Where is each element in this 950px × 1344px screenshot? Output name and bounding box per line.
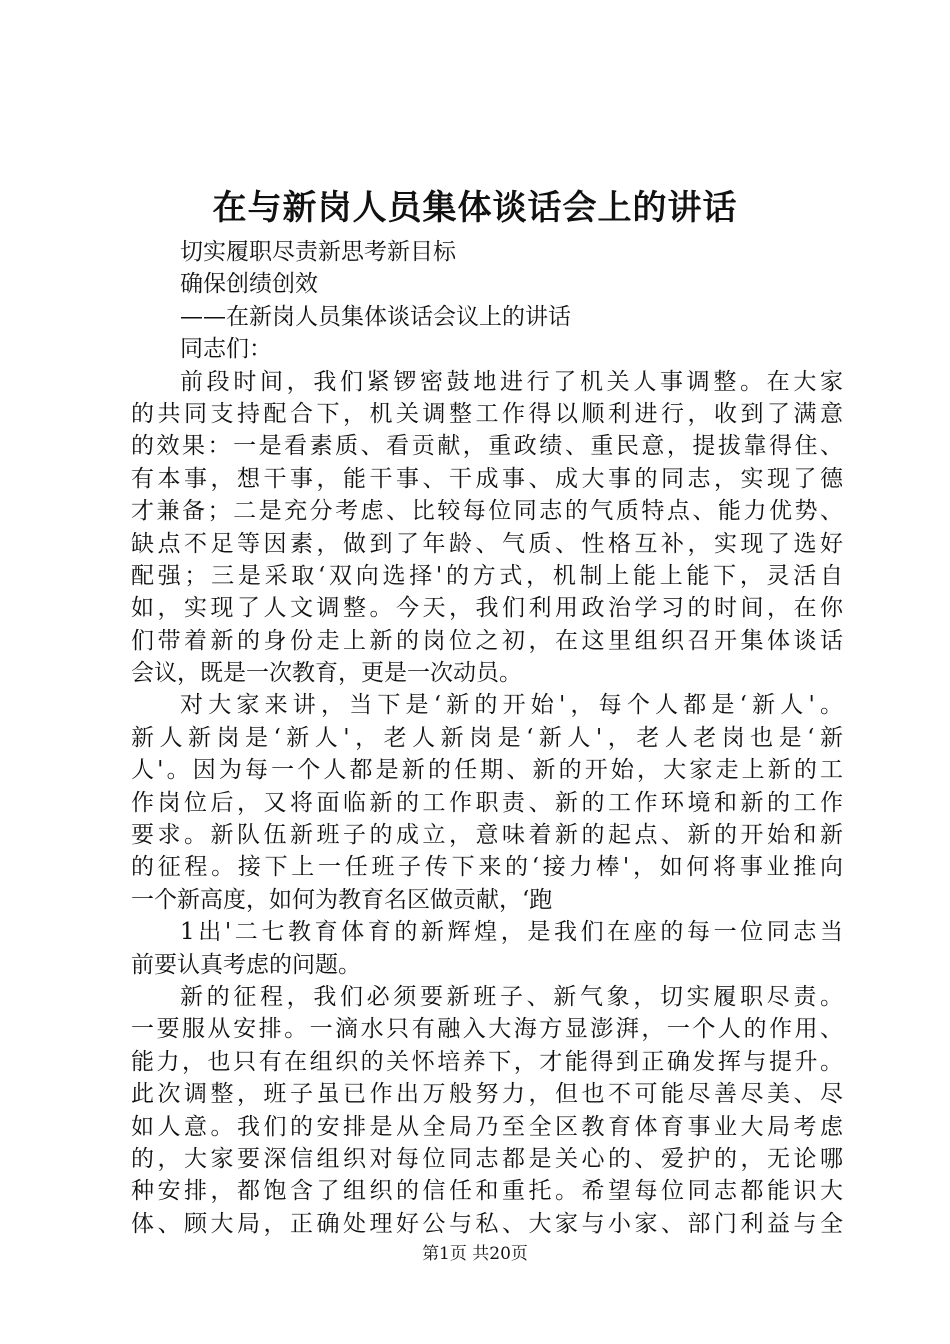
body-line: 如人意。我们的安排是从全局乃至全区教育体育事业大局考虑 [131, 1113, 843, 1140]
body-line: 人'。因为每一个人都是新的任期、新的开始，大家走上新的工 [131, 757, 843, 784]
document-title: 在与新岗人员集体谈话会上的讲话 [212, 188, 738, 228]
body-line: 有本事，想干事，能干事、干成事、成大事的同志，实现了德 [131, 465, 843, 492]
body-line: 新人新岗是‘新人'，老人新岗是‘新人'，老人老岗也是‘新 [131, 724, 843, 751]
body-line: 的，大家要深信组织对每位同志都是关心的、爱护的，无论哪 [131, 1145, 843, 1172]
body-line: 缺点不足等因素，做到了年龄、气质、性格互补，实现了选好 [131, 530, 843, 557]
body-line: 种安排，都饱含了组织的信任和重托。希望每位同志都能识大 [131, 1178, 843, 1205]
body-line: 作岗位后，又将面临新的工作职责、新的工作环境和新的工作 [131, 789, 843, 816]
body-line: 配强；三是采取‘双向选择'的方式，机制上能上能下，灵活自 [131, 562, 843, 589]
body-line: 1出'二七教育体育的新辉煌，是我们在座的每一位同志当 [180, 919, 843, 946]
body-line: 们带着新的身份走上新的岗位之初，在这里组织召开集体谈话 [131, 627, 843, 654]
body-line: 前段时间，我们紧锣密鼓地进行了机关人事调整。在大家 [180, 368, 843, 395]
body-line: 对大家来讲，当下是‘新的开始'，每个人都是‘新人'。 [180, 692, 843, 719]
body-line: 的征程。接下上一任班子传下来的‘接力棒'，如何将事业推向 [131, 854, 843, 881]
body-line: 的效果：一是看素质、看贡献，重政绩、重民意，提拔靠得住、 [131, 433, 843, 460]
body-line: 同志们： [180, 336, 272, 363]
body-line: 的共同支持配合下，机关调整工作得以顺利进行，收到了满意 [131, 400, 843, 427]
body-line: 才兼备；二是充分考虑、比较每位同志的气质特点、能力优势、 [131, 498, 843, 525]
body-line: 要求。新队伍新班子的成立，意味着新的起点、新的开始和新 [131, 822, 843, 849]
document-body [131, 236, 843, 1240]
body-line: 如，实现了人文调整。今天，我们利用政治学习的时间，在你 [131, 595, 843, 622]
body-line: ——在新岗人员集体谈话会议上的讲话 [180, 303, 571, 330]
body-line: 一个新高度，如何为教育名区做贡献，‘跑 [131, 886, 553, 913]
body-line: 此次调整，班子虽已作出万般努力，但也不可能尽善尽美、尽 [131, 1081, 843, 1108]
body-line: 前要认真考虑的问题。 [131, 951, 361, 978]
body-line: 会议，既是一次教育，更是一次动员。 [131, 660, 522, 687]
body-line: 体、顾大局，正确处理好公与私、大家与小家、部门利益与全 [131, 1210, 843, 1237]
body-line: 新的征程，我们必须要新班子、新气象，切实履职尽责。 [180, 983, 843, 1010]
body-line: 一要服从安排。一滴水只有融入大海方显澎湃，一个人的作用、 [131, 1016, 843, 1043]
body-line: 确保创绩创效 [180, 271, 318, 298]
body-line: 切实履职尽责新思考新目标 [180, 239, 456, 265]
body-line: 能力，也只有在组织的关怀培养下，才能得到正确发挥与提升。 [131, 1048, 843, 1075]
page-number-footer: 第1页 共20页 [422, 1244, 528, 1264]
